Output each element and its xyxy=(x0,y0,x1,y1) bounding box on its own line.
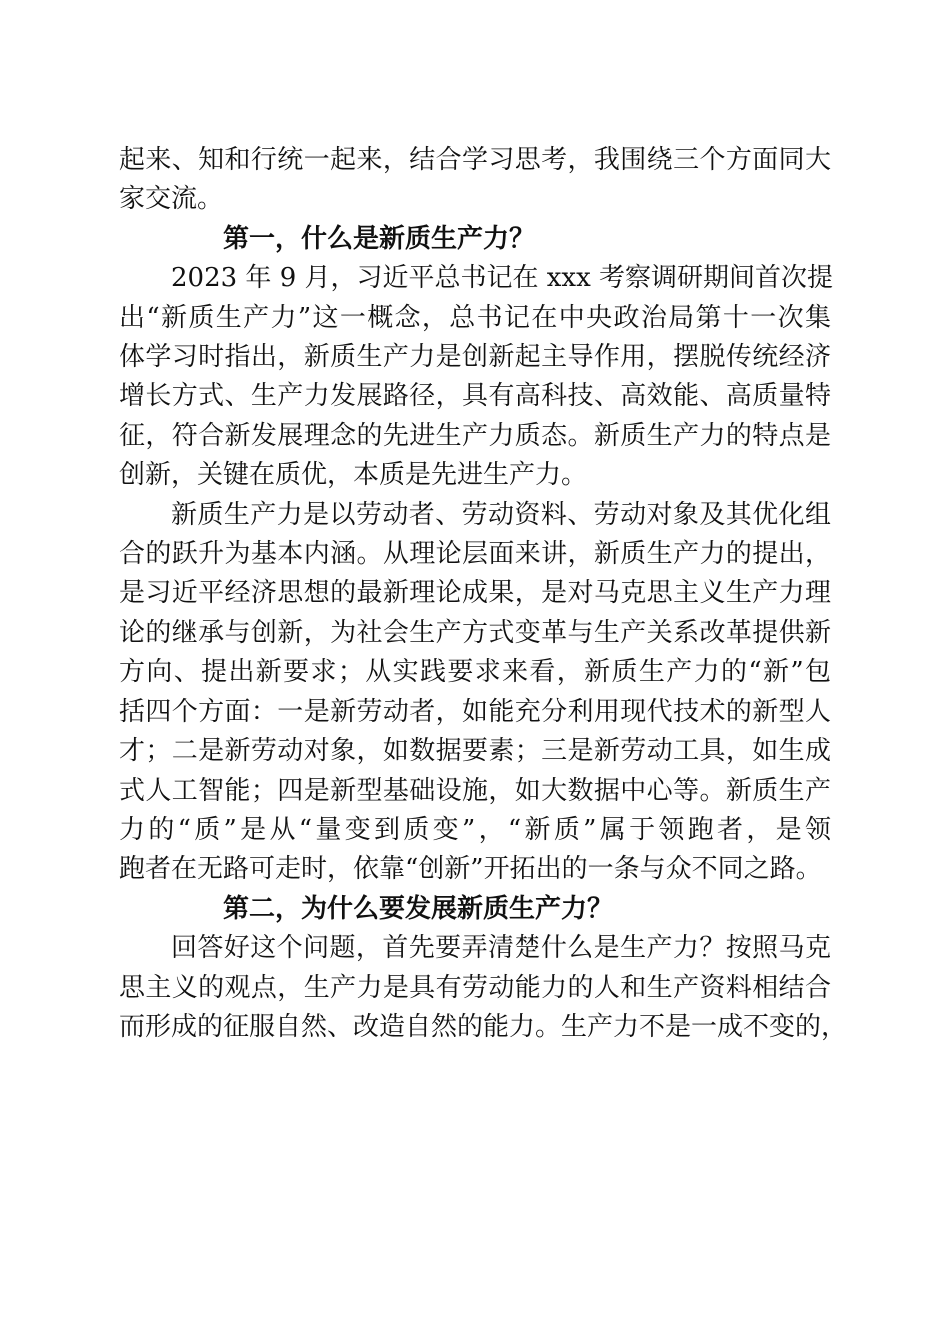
body-paragraph xyxy=(119,929,848,1047)
text-line: 式人工智能；四是新型基础设施，如大数据中心等。新质生产 xyxy=(119,775,831,806)
document-body xyxy=(119,141,848,1047)
body-paragraph xyxy=(119,496,831,890)
text-line: 论的继承与创新，为社会生产方式变革与生产关系改革提供新 xyxy=(119,617,831,648)
text-line: 合的跃升为基本内涵。从理论层面来讲，新质生产力的提出， xyxy=(119,539,831,570)
body-paragraph xyxy=(119,141,831,220)
text-line: 体学习时指出，新质生产力是创新起主导作用，摆脱传统经济 xyxy=(119,342,831,373)
text-line: 2023 年 9 月，习近平总书记在 xxx 考察调研期间首次提 xyxy=(171,263,834,294)
text-line: 思主义的观点，生产力是具有劳动能力的人和生产资料相结合 xyxy=(119,972,831,1003)
heading-text: 第一，什么是新质生产力？ xyxy=(223,223,536,254)
text-line: 括四个方面：一是新劳动者，如能充分利用现代技术的新型人 xyxy=(119,696,831,727)
text-line: 增长方式、生产力发展路径，具有高科技、高效能、高质量特 xyxy=(119,381,831,412)
text-line: 征，符合新发展理念的先进生产力质态。新质生产力的特点是 xyxy=(119,420,831,451)
text-line: 方向、提出新要求；从实践要求来看，新质生产力的“新”包 xyxy=(119,657,831,688)
text-line: 起来、知和行统一起来，结合学习思考，我围绕三个方面同大 xyxy=(119,145,831,175)
heading-text: 第二，为什么要发展新质生产力？ xyxy=(223,893,614,924)
section-heading xyxy=(119,220,831,259)
section-heading xyxy=(119,890,831,929)
text-line: 创新，关键在质优，本质是先进生产力。 xyxy=(119,460,588,491)
text-line: 才；二是新劳动对象，如数据要素；三是新劳动工具，如生成 xyxy=(119,736,831,767)
text-line: 出“新质生产力”这一概念，总书记在中央政治局第十一次集 xyxy=(119,302,831,333)
text-line: 而形成的征服自然、改造自然的能力。生产力不是一成不变的， xyxy=(119,1011,848,1042)
text-line: 回答好这个问题，首先要弄清楚什么是生产力？按照马克 xyxy=(171,933,831,964)
text-line: 是习近平经济思想的最新理论成果，是对马克思主义生产力理 xyxy=(119,578,831,609)
body-paragraph xyxy=(119,259,834,495)
text-line: 跑者在无路可走时，依靠“创新”开拓出的一条与众不同之路。 xyxy=(119,854,822,885)
text-line: 家交流。 xyxy=(119,184,224,215)
text-line: 力的“质”是从“量变到质变”，“新质”属于领跑者，是领 xyxy=(119,814,831,845)
text-line: 新质生产力是以劳动者、劳动资料、劳动对象及其优化组 xyxy=(171,499,831,530)
